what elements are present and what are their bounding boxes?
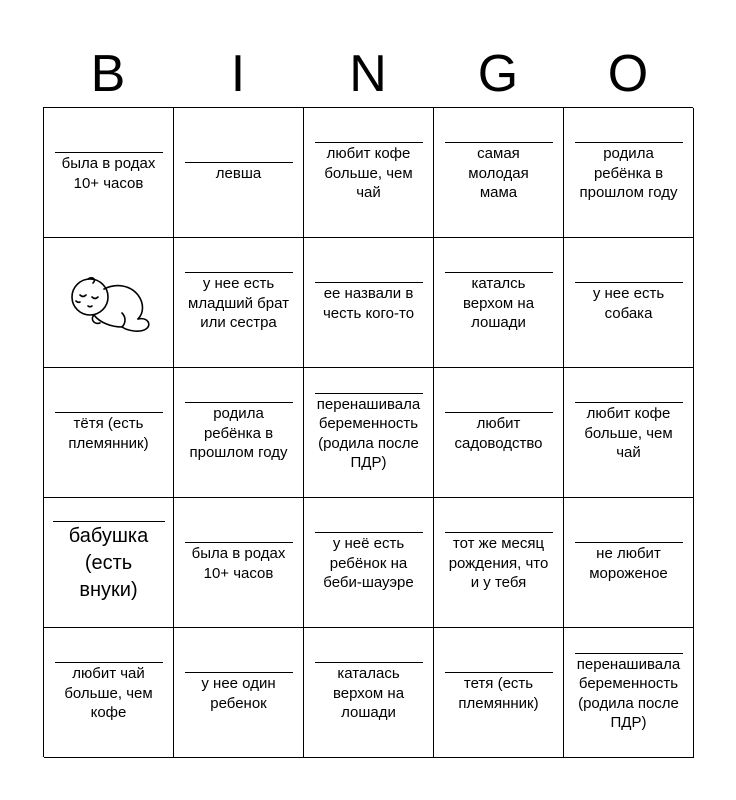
name-line xyxy=(185,272,293,273)
name-line xyxy=(315,282,423,283)
name-line xyxy=(315,142,423,143)
cell-text: у нее есть младший брат или сестра xyxy=(188,275,289,332)
bingo-cell[interactable] xyxy=(564,108,694,238)
bingo-cell[interactable] xyxy=(434,108,564,238)
bingo-board xyxy=(43,107,693,757)
name-line xyxy=(53,521,165,522)
bingo-cell[interactable] xyxy=(174,368,304,498)
cell-text: любит чай больше, чем кофе xyxy=(64,665,153,722)
bingo-cell[interactable] xyxy=(44,498,174,628)
bingo-cell[interactable] xyxy=(44,628,174,758)
name-line xyxy=(445,412,553,413)
name-line xyxy=(315,532,423,533)
name-line xyxy=(315,662,423,663)
header-letter-g: G xyxy=(477,45,519,103)
cell-text: тот же месяц рождения, что и у тебя xyxy=(448,535,549,592)
name-line xyxy=(445,672,553,673)
bingo-cell[interactable] xyxy=(44,108,174,238)
cell-text: любит садоводство xyxy=(454,415,543,452)
name-line xyxy=(575,653,683,654)
cell-text: каталсь верхом на лошади xyxy=(462,275,535,332)
header-letter-b: B xyxy=(90,45,126,103)
cell-text: каталась верхом на лошади xyxy=(332,665,405,722)
cell-text: перенашивала беременность (родила после ПДР) xyxy=(576,655,681,731)
bingo-cell[interactable] xyxy=(434,368,564,498)
header-letter-n: N xyxy=(349,45,387,103)
cell-text: у нее есть собака xyxy=(592,285,665,322)
cell-text: у неё есть ребёнок на беби-шауэре xyxy=(323,535,414,592)
cell-text: левша xyxy=(215,164,262,182)
name-line xyxy=(445,142,553,143)
bingo-cell[interactable] xyxy=(564,498,694,628)
bingo-cell[interactable] xyxy=(174,108,304,238)
cell-text: у нее один ребенок xyxy=(201,675,276,712)
bingo-cell[interactable] xyxy=(44,368,174,498)
bingo-cell[interactable] xyxy=(434,498,564,628)
bingo-cell[interactable] xyxy=(304,628,434,758)
free-space-cell[interactable] xyxy=(44,238,174,368)
bingo-cell[interactable] xyxy=(304,108,434,238)
name-line xyxy=(575,142,683,143)
bingo-cell[interactable] xyxy=(564,628,694,758)
bingo-cell[interactable] xyxy=(174,238,304,368)
name-line xyxy=(445,272,553,273)
header-letter-o: O xyxy=(607,45,649,103)
cell-text: тётя (есть племянник) xyxy=(68,415,149,452)
cell-text: самая молодая мама xyxy=(468,145,529,202)
name-line xyxy=(55,662,163,663)
bingo-cell[interactable] xyxy=(174,628,304,758)
name-line xyxy=(575,402,683,403)
header-letter-i: I xyxy=(230,45,246,103)
bingo-cell[interactable] xyxy=(304,238,434,368)
cell-text: была в родах 10+ часов xyxy=(191,545,286,582)
bingo-header xyxy=(43,40,693,108)
cell-text: была в родах 10+ часов xyxy=(61,155,156,192)
name-line xyxy=(315,393,423,394)
cell-text: родила ребёнка в прошлом году xyxy=(189,405,288,462)
name-line xyxy=(55,152,163,153)
name-line xyxy=(445,532,553,533)
name-line xyxy=(185,402,293,403)
name-line xyxy=(575,542,683,543)
bingo-cell[interactable] xyxy=(174,498,304,628)
cell-text: любит кофе больше, чем чай xyxy=(584,405,673,462)
name-line xyxy=(575,282,683,283)
cell-text: тетя (есть племянник) xyxy=(458,675,539,712)
cell-text: любит кофе больше, чем чай xyxy=(324,145,413,202)
cell-text: бабушка (есть внуки) xyxy=(68,525,149,601)
name-line xyxy=(185,162,293,163)
bingo-cell[interactable] xyxy=(564,368,694,498)
bingo-cell[interactable] xyxy=(434,238,564,368)
cell-text: родила ребёнка в прошлом году xyxy=(579,145,678,202)
bingo-cell[interactable] xyxy=(304,368,434,498)
bingo-cell[interactable] xyxy=(304,498,434,628)
cell-text: перенашивала беременность (родила после ПДР) xyxy=(316,395,421,471)
cell-text: не любит мороженое xyxy=(589,545,668,582)
bingo-cell[interactable] xyxy=(434,628,564,758)
name-line xyxy=(185,672,293,673)
sleeping-baby-icon xyxy=(64,273,154,333)
name-line xyxy=(55,412,163,413)
cell-text: ее назвали в честь кого-то xyxy=(322,285,415,322)
bingo-cell[interactable] xyxy=(564,238,694,368)
name-line xyxy=(185,542,293,543)
